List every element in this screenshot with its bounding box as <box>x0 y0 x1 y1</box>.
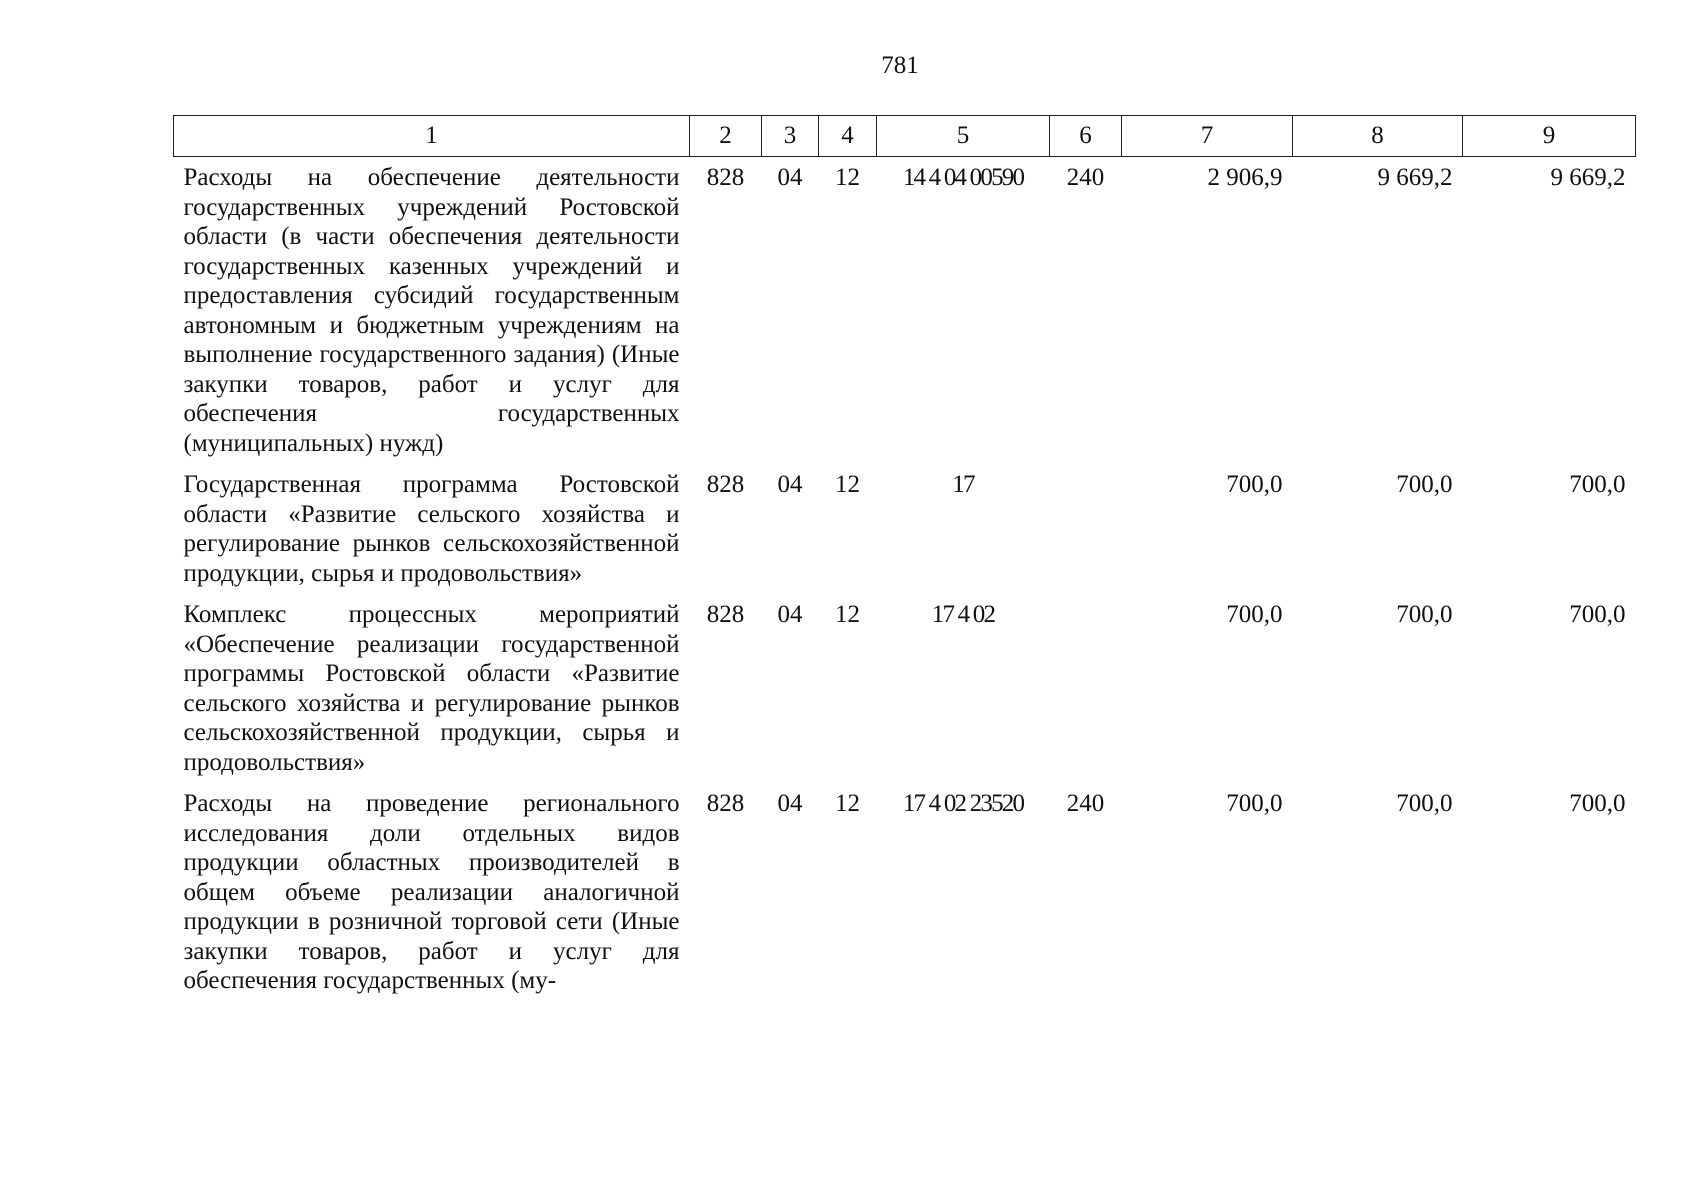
ministry-code: 828 <box>706 471 745 498</box>
table-row <box>174 783 1636 1002</box>
expense-type-code: 240 <box>1066 164 1105 191</box>
column-header-4: 4 <box>819 116 877 157</box>
page-number: 781 <box>881 52 919 79</box>
expense-type-code <box>1050 464 1122 594</box>
column-header-6: 6 <box>1050 116 1122 157</box>
section-code: 04 <box>777 164 803 191</box>
ministry-code: 828 <box>706 601 745 628</box>
subsection-code: 12 <box>835 164 860 191</box>
subsection-code: 12 <box>835 471 860 498</box>
amount-col-8: 700,0 <box>1396 790 1453 817</box>
amount-col-7: 700,0 <box>1226 471 1283 498</box>
row-description: Расходы на обеспечение деятельности государственных учреждений Ростовской области (в части обеспечения деятельности государственных казенных учреждений и предоставления субсидий государственным автономным и бюджетным учреждениям на выполнение государственного задания) (Иные закупки товаров, работ и услуг для обеспечения государственных (муниципальных) нужд) <box>183 164 680 457</box>
amount-col-9: 9 669,2 <box>1550 164 1626 191</box>
amount-col-8: 700,0 <box>1396 601 1453 628</box>
row-description: Государственная программа Ростовской области «Развитие сельского хозяйства и регулирование рынков сельскохозяйственной продукции, сырья и продовольствия» <box>183 471 680 587</box>
column-header-9: 9 <box>1463 116 1636 157</box>
table-row <box>174 594 1636 783</box>
target-article-code: 17 4 02 <box>931 601 995 628</box>
target-article-code: 17 4 02 23520 <box>902 790 1024 817</box>
column-header-7: 7 <box>1122 116 1293 157</box>
header-row <box>174 116 1636 157</box>
column-header-8: 8 <box>1293 116 1463 157</box>
section-code: 04 <box>777 601 803 628</box>
expense-type-code <box>1050 594 1122 783</box>
column-header-1: 1 <box>174 116 690 157</box>
budget-table <box>173 115 1636 1002</box>
table-row <box>174 464 1636 594</box>
ministry-code: 828 <box>706 790 745 817</box>
column-header-2: 2 <box>690 116 762 157</box>
subsection-code: 12 <box>835 790 860 817</box>
row-description: Комплекс процессных мероприятий «Обеспечение реализации государственной программы Ростовской области «Развитие сельского хозяйства и регулирование рынков сельскохозяйственной продукции, сырья и продовольствия» <box>183 601 680 776</box>
section-code: 04 <box>777 471 803 498</box>
amount-col-8: 9 669,2 <box>1377 164 1453 191</box>
amount-col-8: 700,0 <box>1396 471 1453 498</box>
target-article-code: 17 <box>952 471 974 498</box>
subsection-code: 12 <box>835 601 860 628</box>
amount-col-9: 700,0 <box>1569 471 1626 498</box>
table-row <box>174 157 1636 465</box>
amount-col-9: 700,0 <box>1569 601 1626 628</box>
amount-col-7: 700,0 <box>1226 790 1283 817</box>
amount-col-9: 700,0 <box>1569 790 1626 817</box>
amount-col-7: 700,0 <box>1226 601 1283 628</box>
amount-col-7: 2 906,9 <box>1207 164 1283 191</box>
row-description: Расходы на проведение регионального исследования доли отдельных видов продукции областных производителей в общем объеме реализации аналогичной продукции в розничной торговой сети (Иные закупки товаров, работ и услуг для обеспечения государственных (му- <box>183 790 680 994</box>
column-header-3: 3 <box>762 116 819 157</box>
ministry-code: 828 <box>706 164 745 191</box>
column-header-5: 5 <box>877 116 1050 157</box>
target-article-code: 14 4 04 00590 <box>902 164 1024 191</box>
expense-type-code: 240 <box>1066 790 1105 817</box>
section-code: 04 <box>777 790 803 817</box>
